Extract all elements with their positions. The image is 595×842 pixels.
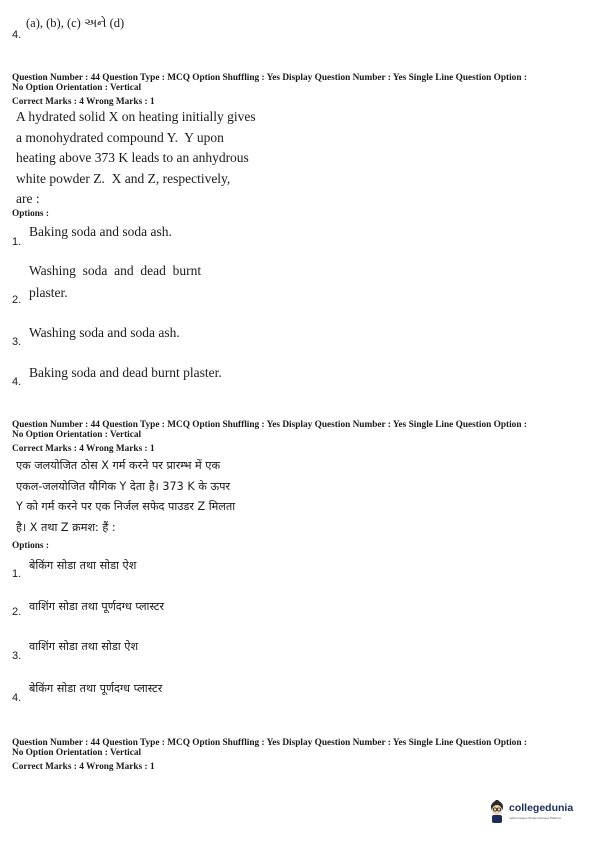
option-number: 1. — [12, 568, 22, 580]
question-line: एक जलयोजित ठोस X गर्म करने पर प्रारम्भ में एक — [16, 459, 221, 472]
mascot-icon — [487, 800, 507, 824]
question-text — [16, 107, 256, 210]
question-meta: No Option Orientation : Vertical — [12, 748, 142, 758]
options-label: Options : — [12, 209, 49, 219]
option-text[interactable]: Baking soda and soda ash. — [29, 224, 172, 239]
logo-name: collegedunia — [509, 802, 574, 814]
option-number: 4. — [12, 29, 22, 41]
option-number: 4. — [12, 376, 22, 388]
option-number: 3. — [12, 336, 22, 348]
question-meta: No Option Orientation : Vertical — [12, 430, 142, 440]
question-line: white powder Z. X and Z, respectively, — [16, 170, 231, 186]
marks-line: Correct Marks : 4 Wrong Marks : 1 — [12, 97, 155, 107]
option-text[interactable]: बेकिंग सोडा तथा पूर्णदग्ध प्लास्टर — [29, 682, 163, 695]
question-line: A hydrated solid X on heating initially gives — [16, 109, 256, 124]
question-meta: Question Number : 44 Question Type : MCQ Option Shuffling : Yes Display Question Number : Yes Single Line Question Option : — [12, 73, 527, 83]
question-line: a monohydrated compound Y. Y upon — [16, 129, 224, 145]
marks-line: Correct Marks : 4 Wrong Marks : 1 — [12, 762, 155, 772]
option-text: (a), (b), (c) અને (d) — [26, 16, 125, 30]
question-text — [16, 456, 235, 538]
question-line: are : — [16, 191, 40, 206]
question-line: है। X तथा Z क्रमश: हैं : — [16, 520, 116, 534]
option-text[interactable]: Washing soda and dead burnt — [29, 263, 202, 278]
question-meta: Question Number : 44 Question Type : MCQ Option Shuffling : Yes Display Question Number : Yes Single Line Question Option : — [12, 420, 527, 430]
option-number: 1. — [12, 236, 22, 248]
question-line: heating above 373 K leads to an anhydrous — [16, 150, 249, 165]
option-text[interactable]: Baking soda and dead burnt plaster. — [29, 365, 222, 380]
collegedunia-logo — [487, 797, 587, 827]
logo-tagline: India's largest Student Review Platform — [509, 816, 562, 820]
question-meta: Question Number : 44 Question Type : MCQ Option Shuffling : Yes Display Question Number : Yes Single Line Question Option : — [12, 738, 527, 748]
option-number: 2. — [12, 294, 22, 306]
option-text[interactable]: वाशिंग सोडा तथा सोडा ऐश — [29, 640, 139, 653]
option-text[interactable]: बेकिंग सोडा तथा सोडा ऐश — [29, 559, 137, 572]
question-line: एकल-जलयोजित यौगिक Y देता है। 373 K के ऊपर — [16, 479, 231, 493]
marks-line: Correct Marks : 4 Wrong Marks : 1 — [12, 444, 155, 454]
options-label: Options : — [12, 541, 49, 551]
question-meta: No Option Orientation : Vertical — [12, 83, 142, 93]
option-text[interactable]: plaster. — [29, 285, 68, 300]
option-number: 3. — [12, 650, 22, 662]
option-number: 4. — [12, 692, 22, 704]
option-text[interactable]: Washing soda and soda ash. — [29, 325, 180, 340]
option-number: 2. — [12, 606, 22, 618]
option-text[interactable]: वाशिंग सोडा तथा पूर्णदग्ध प्लास्टर — [29, 600, 165, 613]
question-line: Y को गर्म करने पर एक निर्जल सफेद पाउडर Z मिलता — [16, 500, 236, 513]
